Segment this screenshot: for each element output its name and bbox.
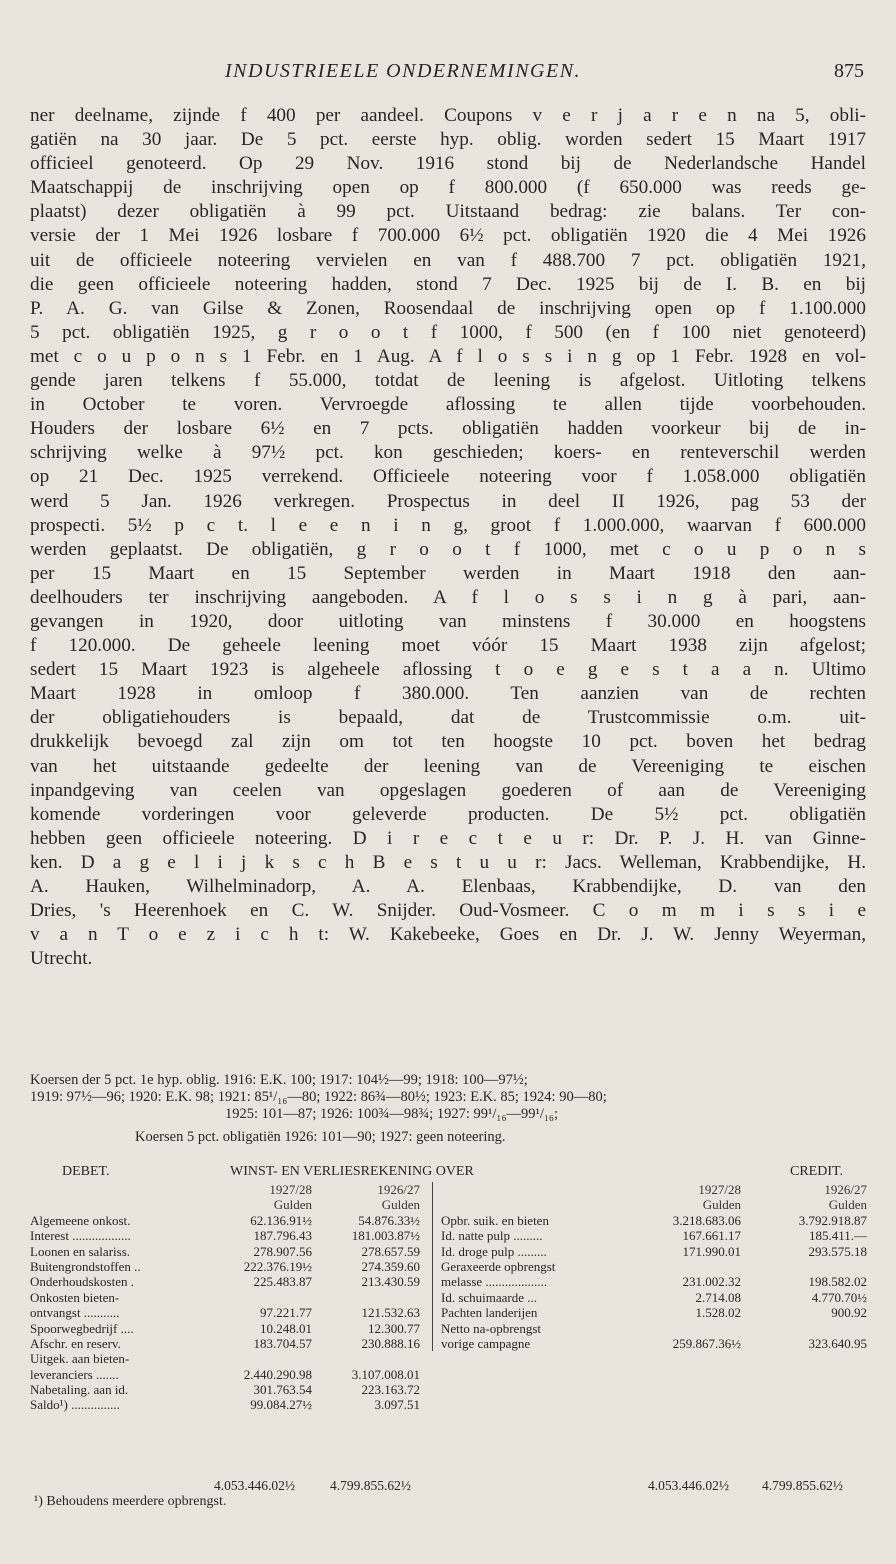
table-row bbox=[30, 1382, 430, 1397]
credit-total-1927: 4.053.446.02½ bbox=[648, 1478, 729, 1493]
row-value: 181.003.87½ bbox=[351, 1228, 420, 1244]
row-value: 167.661.17 bbox=[682, 1228, 741, 1244]
credit-title: CREDIT. bbox=[790, 1164, 844, 1179]
row-value: 97.221.77 bbox=[260, 1305, 312, 1321]
row-label: Algemeene onkost. bbox=[30, 1212, 131, 1228]
text-line: Maatschappij de inschrijving open op f 800.000 (f 650.000 was reeds ge- bbox=[30, 177, 866, 199]
text-line: Dries, 's Heerenhoek en C. W. Snijder. Oud-Vosmeer. C o m m i s s i e bbox=[30, 900, 866, 922]
text-line: per 15 Maart en 15 September werden in Maart 1918 den aan- bbox=[30, 562, 866, 584]
text-line: hebben geen officieele noteering. D i r e c t e u r: Dr. P. J. H. van Ginne- bbox=[30, 827, 866, 849]
page-header bbox=[0, 60, 896, 90]
table-row bbox=[30, 1259, 430, 1274]
row-label: Spoorwegbedrijf .... bbox=[30, 1320, 134, 1336]
row-value: 223.163.72 bbox=[361, 1382, 420, 1398]
text-line: Maart 1928 in omloop f 380.000. Ten aanzien van de rechten bbox=[30, 683, 866, 705]
text-line: ken. D a g e l i j k s c h B e s t u u r: Jacs. Welleman, Krabbendijke, H. bbox=[30, 851, 866, 873]
row-value: 225.483.87 bbox=[253, 1274, 312, 1290]
row-label: Geraxeerde opbrengst bbox=[441, 1258, 556, 1274]
page-number: 875 bbox=[834, 60, 864, 82]
text-line: van het uitstaande gedeelte der leening van de Vereeniging te eischen bbox=[30, 755, 866, 777]
table-row bbox=[437, 1228, 871, 1243]
text-line: drukkelijk bevoegd zal zijn om tot ten hoogste 10 pct. boven het bedrag bbox=[30, 731, 866, 753]
unit-header-row bbox=[437, 1197, 871, 1212]
row-value: 293.575.18 bbox=[808, 1243, 867, 1259]
koersen-line: Koersen 5 pct. obligatiën 1926: 101—90; 1927: geen noteering. bbox=[135, 1129, 506, 1145]
table-row bbox=[30, 1228, 430, 1243]
row-value: 183.704.57 bbox=[253, 1335, 312, 1351]
table-row bbox=[30, 1397, 430, 1412]
row-value: 3.792.918.87 bbox=[798, 1212, 867, 1228]
row-value: 3.097.51 bbox=[374, 1397, 420, 1413]
text-line: in October te voren. Vervroegde aflossing te allen tijde voorbehouden. bbox=[30, 394, 866, 416]
year-header-row bbox=[437, 1182, 871, 1197]
text-line: inpandgeving van ceelen van opgeslagen goederen of aan de Vereeniging bbox=[30, 779, 866, 801]
row-value: 274.359.60 bbox=[361, 1258, 420, 1274]
row-value: 900.92 bbox=[831, 1305, 867, 1321]
row-label: Nabetaling. aan id. bbox=[30, 1382, 129, 1398]
table-row bbox=[30, 1244, 430, 1259]
text-line: ner deelname, zijnde f 400 per aandeel. Coupons v e r j a r e n na 5, obli- bbox=[30, 105, 866, 126]
row-label: Loonen en salariss. bbox=[30, 1243, 131, 1259]
row-value: 222.376.19½ bbox=[243, 1258, 312, 1274]
table-row bbox=[30, 1351, 430, 1366]
text-line: gevangen in 1920, door uitloting van minstens f 30.000 en hoogstens bbox=[30, 610, 866, 632]
text-line: sedert 15 Maart 1923 is algeheele aflossing t o e g e s t a a n. Ultimo bbox=[30, 659, 866, 681]
table-row bbox=[437, 1274, 871, 1289]
text-line: P. A. G. van Gilse & Zonen, Roosendaal de inschrijving open op f 1.100.000 bbox=[30, 297, 866, 319]
row-label: Opbr. suik. en bieten bbox=[441, 1212, 549, 1228]
running-title: INDUSTRIEELE ONDERNEMINGEN. bbox=[225, 60, 582, 82]
row-value: 2.714.08 bbox=[695, 1289, 741, 1305]
row-label: Saldo¹) ............... bbox=[30, 1397, 120, 1413]
credit-total-1926: 4.799.855.62½ bbox=[762, 1478, 843, 1493]
table-row bbox=[30, 1336, 430, 1351]
row-value: 99.084.27½ bbox=[250, 1397, 312, 1413]
row-label: Afschr. en reserv. bbox=[30, 1335, 121, 1351]
year-header-row bbox=[30, 1182, 430, 1197]
row-label: Interest .................. bbox=[30, 1228, 131, 1244]
text-line: 5 pct. obligatiën 1925, g r o o t f 1000, f 500 (en f 100 niet genoteerd) bbox=[30, 321, 866, 343]
debet-column bbox=[30, 1182, 430, 1413]
row-value: 1.528.02 bbox=[695, 1305, 741, 1321]
text-line: gatiën na 30 jaar. De 5 pct. eerste hyp. oblig. worden sedert 15 Maart 1917 bbox=[30, 129, 866, 151]
body-paragraph bbox=[30, 104, 866, 971]
year-label: 1927/28 bbox=[698, 1182, 741, 1197]
row-value: 62.136.91½ bbox=[250, 1212, 312, 1228]
row-label: Pachten landerijen bbox=[441, 1305, 538, 1321]
row-value: 323.640.95 bbox=[808, 1335, 867, 1351]
table-row bbox=[30, 1305, 430, 1320]
text-line: schrijving welke à 97½ pct. kon geschieden; koers- en renteverschil werden bbox=[30, 442, 866, 464]
text-line: die geen officieele noteering hadden, stond 7 Dec. 1925 bij de I. B. en bij bbox=[30, 273, 866, 295]
row-value: 10.248.01 bbox=[260, 1320, 312, 1336]
unit-label: Gulden bbox=[273, 1197, 312, 1213]
debet-total-1927: 4.053.446.02½ bbox=[214, 1478, 295, 1493]
koersen-line: 1919: 97½—96; 1920: E.K. 98; 1921: 85¹/₁₆—80; 1922: 86¾—80½; 1923: E.K. 85; 1924: 90—80; bbox=[30, 1089, 607, 1105]
table-row bbox=[30, 1290, 430, 1305]
text-line: komende vorderingen voor geleverde producten. De 5½ pct. obligatiën bbox=[30, 803, 866, 825]
year-label: 1927/28 bbox=[269, 1182, 312, 1197]
row-label: Id. schuimaarde ... bbox=[441, 1289, 538, 1305]
row-value: 278.907.56 bbox=[253, 1243, 312, 1259]
text-line: gende jaren telkens f 55.000, totdat de leening is afgelost. Uitloting telkens bbox=[30, 370, 866, 392]
row-value: 278.657.59 bbox=[361, 1243, 420, 1259]
row-value: 301.763.54 bbox=[253, 1382, 312, 1398]
footnote: ¹) Behoudens meerdere opbrengst. bbox=[34, 1494, 227, 1509]
text-line: Utrecht. bbox=[30, 948, 93, 970]
profit-loss-table bbox=[30, 1164, 867, 1413]
text-line: officieel genoteerd. Op 29 Nov. 1916 stond bij de Nederlandsche Handel bbox=[30, 153, 866, 175]
credit-column bbox=[432, 1182, 871, 1351]
row-label: Buitengrondstoffen .. bbox=[30, 1258, 141, 1274]
row-value: 12.300.77 bbox=[368, 1320, 420, 1336]
text-line: v a n T o e z i c h t: W. Kakebeeke, Goes en Dr. J. W. Jenny Weyerman, bbox=[30, 924, 866, 946]
row-label: Netto na-opbrengst bbox=[441, 1320, 542, 1336]
table-row bbox=[30, 1213, 430, 1228]
text-line: f 120.000. De geheele leening moet vóór 15 Maart 1938 zijn afgelost; bbox=[30, 635, 866, 657]
text-line: met c o u p o n s 1 Febr. en 1 Aug. A f l o s s i n g op 1 Febr. 1928 en vol- bbox=[30, 345, 866, 367]
text-line: werden geplaatst. De obligatiën, g r o o t f 1000, met c o u p o n s bbox=[30, 538, 866, 560]
row-value: 230.888.16 bbox=[361, 1335, 420, 1351]
row-label: melasse ................... bbox=[441, 1274, 548, 1290]
unit-label: Gulden bbox=[828, 1197, 867, 1213]
row-label: Uitgek. aan bieten- bbox=[30, 1351, 130, 1367]
unit-header-row bbox=[30, 1197, 430, 1212]
debet-total-1926: 4.799.855.62½ bbox=[330, 1478, 411, 1493]
row-value: 185.411.— bbox=[808, 1228, 867, 1244]
totals-row bbox=[30, 1478, 866, 1494]
row-value: 54.876.33½ bbox=[358, 1212, 420, 1228]
text-line: Houders der losbare 6½ en 7 pcts. obligatiën hadden voorkeur bij de in- bbox=[30, 418, 866, 440]
text-line: plaatst) dezer obligatiën à 99 pct. Uitstaand bedrag: zie balans. Ter con- bbox=[30, 201, 866, 223]
row-value: 4.770.70½ bbox=[811, 1289, 867, 1305]
text-line: uit de officieele noteering vervielen en van f 488.700 7 pct. obligatiën 1921, bbox=[30, 249, 866, 271]
row-value: 187.796.43 bbox=[253, 1228, 312, 1244]
table-row bbox=[437, 1259, 871, 1274]
table-row bbox=[30, 1367, 430, 1382]
row-label: Onderhoudskosten . bbox=[30, 1274, 134, 1290]
table-header bbox=[30, 1164, 866, 1182]
text-line: versie der 1 Mei 1926 losbare f 700.000 6½ pct. obligatiën 1920 die 4 Mei 1926 bbox=[30, 225, 866, 247]
text-line: A. Hauken, Wilhelminadorp, A. A. Elenbaas, Krabbendijke, D. van den bbox=[30, 876, 866, 897]
table-row bbox=[437, 1244, 871, 1259]
unit-label: Gulden bbox=[381, 1197, 420, 1213]
table-row bbox=[437, 1290, 871, 1305]
text-line: op 21 Dec. 1925 verrekend. Officieele noteering voor f 1.058.000 obligatiën bbox=[30, 466, 866, 488]
row-value: 3.218.683.06 bbox=[672, 1212, 741, 1228]
table-row bbox=[437, 1305, 871, 1320]
text-line: werd 5 Jan. 1926 verkregen. Prospectus in deel II 1926, pag 53 der bbox=[30, 490, 866, 512]
row-label: leveranciers ....... bbox=[30, 1366, 119, 1382]
koersen-line: Koersen der 5 pct. 1e hyp. oblig. 1916: E.K. 100; 1917: 104½—99; 1918: 100—97½; bbox=[30, 1072, 528, 1088]
table-row bbox=[30, 1321, 430, 1336]
table-row bbox=[437, 1321, 871, 1336]
text-line: prospecti. 5½ p c t. l e e n i n g, groot f 1.000.000, waarvan f 600.000 bbox=[30, 514, 866, 536]
koersen-block bbox=[30, 1072, 866, 1146]
row-value: 121.532.63 bbox=[361, 1305, 420, 1321]
row-label: vorige campagne bbox=[441, 1335, 531, 1351]
row-value: 3.107.008.01 bbox=[351, 1366, 420, 1382]
text-line: der obligatiehouders is bepaald, dat de Trustcommissie o.m. uit- bbox=[30, 707, 866, 729]
row-label: Id. natte pulp ......... bbox=[441, 1228, 543, 1244]
table-row bbox=[437, 1336, 871, 1351]
row-value: 213.430.59 bbox=[361, 1274, 420, 1290]
row-value: 198.582.02 bbox=[808, 1274, 867, 1290]
row-label: Id. droge pulp ......... bbox=[441, 1243, 547, 1259]
year-label: 1926/27 bbox=[377, 1182, 420, 1197]
row-value: 259.867.36½ bbox=[672, 1335, 741, 1351]
unit-label: Gulden bbox=[702, 1197, 741, 1213]
debet-title: DEBET. bbox=[62, 1164, 110, 1179]
table-title: WINST- EN VERLIESREKENING OVER bbox=[230, 1164, 474, 1179]
year-label: 1926/27 bbox=[824, 1182, 867, 1197]
table-row bbox=[30, 1274, 430, 1289]
text-line: deelhouders ter inschrijving aangeboden. A f l o s s i n g à pari, aan- bbox=[30, 586, 866, 608]
row-label: Onkosten bieten- bbox=[30, 1289, 120, 1305]
koersen-line: 1925: 101—87; 1926: 100¾—98¾; 1927: 99¹/₁₆—99¹/₁₆; bbox=[225, 1106, 559, 1122]
row-label: ontvangst ........... bbox=[30, 1305, 120, 1321]
row-value: 171.990.01 bbox=[682, 1243, 741, 1259]
table-row bbox=[437, 1213, 871, 1228]
row-value: 2.440.290.98 bbox=[243, 1366, 312, 1382]
row-value: 231.002.32 bbox=[682, 1274, 741, 1290]
